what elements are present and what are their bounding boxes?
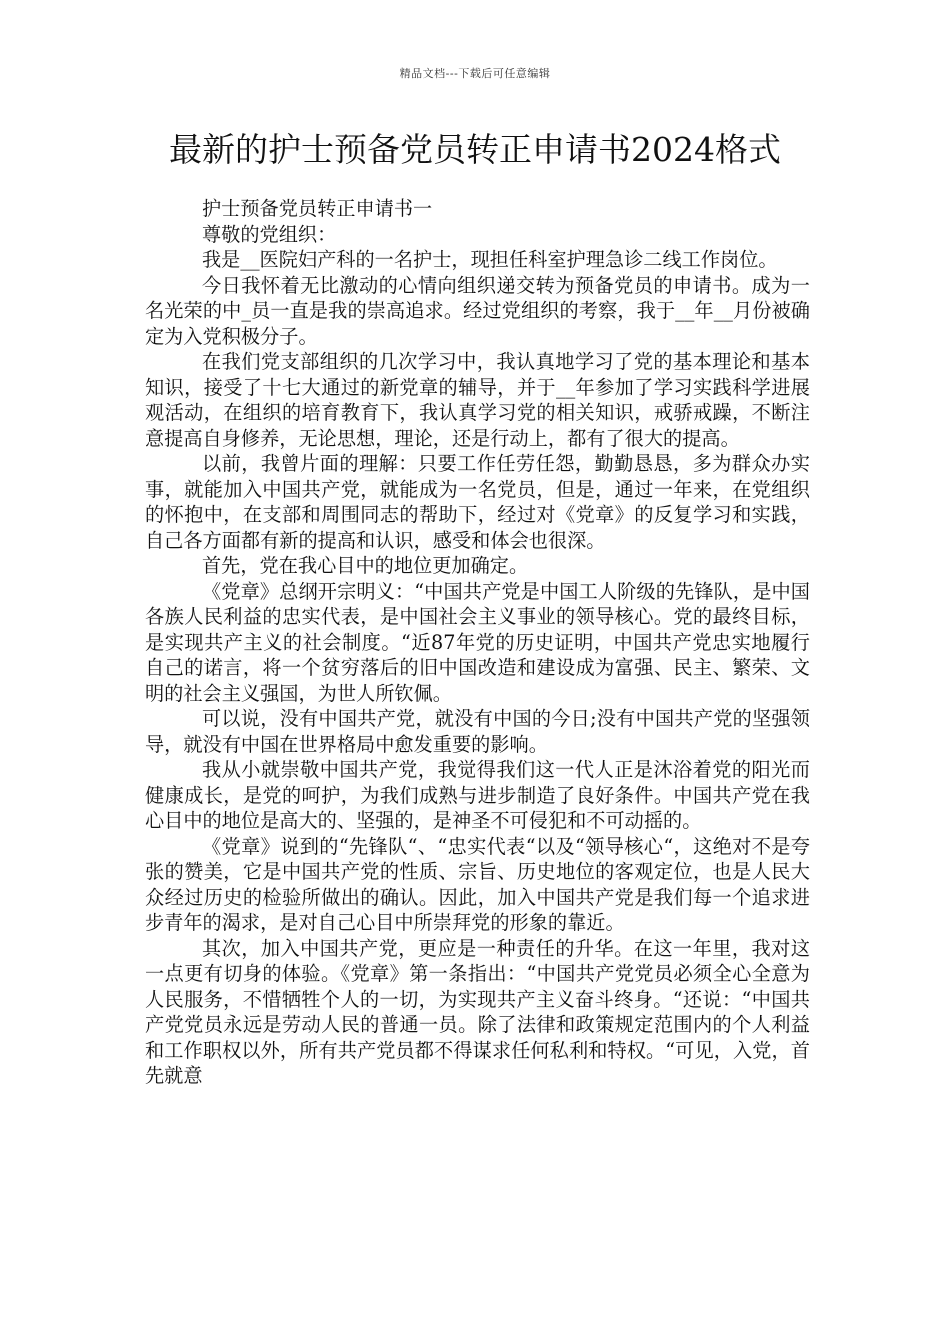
paragraph: 《党章》说到的“先锋队“、“忠实代表“以及“领导核心“，这绝对不是夸张的赞美，它是中国共产党的性质、宗旨、历史地位的客观定位，也是人民大众经过历史的检验所做出的确认。因此，加入中国共产党是我们每一个追求进步青年的渴求，是对自己心目中所崇拜党的形象的靠近。: [145, 834, 810, 934]
header-note: 精品文档---下载后可任意编辑: [399, 67, 551, 80]
document-title: 最新的护士预备党员转正申请书2024格式: [169, 130, 781, 169]
paragraph: 我是__医院妇产科的一名护士，现担任科室护理急诊二线工作岗位。: [202, 248, 778, 271]
paragraph: 可以说，没有中国共产党，就没有中国的今日;没有中国共产党的坚强领导，就没有中国在世界格局中愈发重要的影响。: [145, 707, 810, 756]
paragraph: 今日我怀着无比激动的心情向组织递交转为预备党员的申请书。成为一名光荣的中_员一直是我的崇高追求。经过党组织的考察，我于__年__月份被确定为入党积极分子。: [145, 273, 810, 348]
paragraph: 我从小就崇敬中国共产党，我觉得我们这一代人正是沐浴着党的阳光而健康成长，是党的呵护，为我们成熟与进步制造了良好条件。中国共产党在我心目中的地位是高大的、坚强的，是神圣不可侵犯和不可动摇的。: [145, 758, 810, 832]
document-body: [145, 196, 810, 1089]
paragraph: 以前，我曾片面的理解：只要工作任劳任怨，勤勤恳恳，多为群众办实事，就能加入中国共产党，就能成为一名党员，但是，通过一年来，在党组织的怀抱中，在支部和周围同志的帮助下，经过对《党章》的反复学习和实践，自己各方面都有新的提高和认识，感受和体会也很深。: [145, 452, 810, 552]
paragraph: 首先，党在我心目中的地位更加确定。: [202, 554, 529, 577]
paragraph-subtitle: 护士预备党员转正申请书一: [202, 197, 433, 220]
paragraph: 《党章》总纲开宗明义：“中国共产党是中国工人阶级的先锋队，是中国各族人民利益的忠实代表，是中国社会主义事业的领导核心。党的最终目标，是实现共产主义的社会制度。“近87年党的历史证明，中国共产党忠实地履行自己的诺言，将一个贫穷落后的旧中国改造和建设成为富强、民主、繁荣、文明的社会主义强国，为世人所钦佩。: [145, 579, 810, 705]
paragraph: 其次，加入中国共产党，更应是一种责任的升华。在这一年里，我对这一点更有切身的体验。《党章》第一条指出：“中国共产党党员必须全心全意为人民服务，不惜牺牲个人的一切，为实现共产主义奋斗终身。“还说：“中国共产党党员永远是劳动人民的普通一员。除了法律和政策规定范围内的个人利益和工作职权以外，所有共产党员都不得谋求任何私利和特权。“可见，入党，首先就意: [145, 936, 810, 1087]
paragraph-salutation: 尊敬的党组织：: [202, 222, 337, 246]
paragraph: 在我们党支部组织的几次学习中，我认真地学习了党的基本理论和基本知识，接受了十七大通过的新党章的辅导，并于__年参加了学习实践科学进展观活动，在组织的培育教育下，我认真学习党的相关知识，戒骄戒躁，不断注意提高自身修养，无论思想，理论，还是行动上，都有了很大的提高。: [145, 350, 810, 450]
